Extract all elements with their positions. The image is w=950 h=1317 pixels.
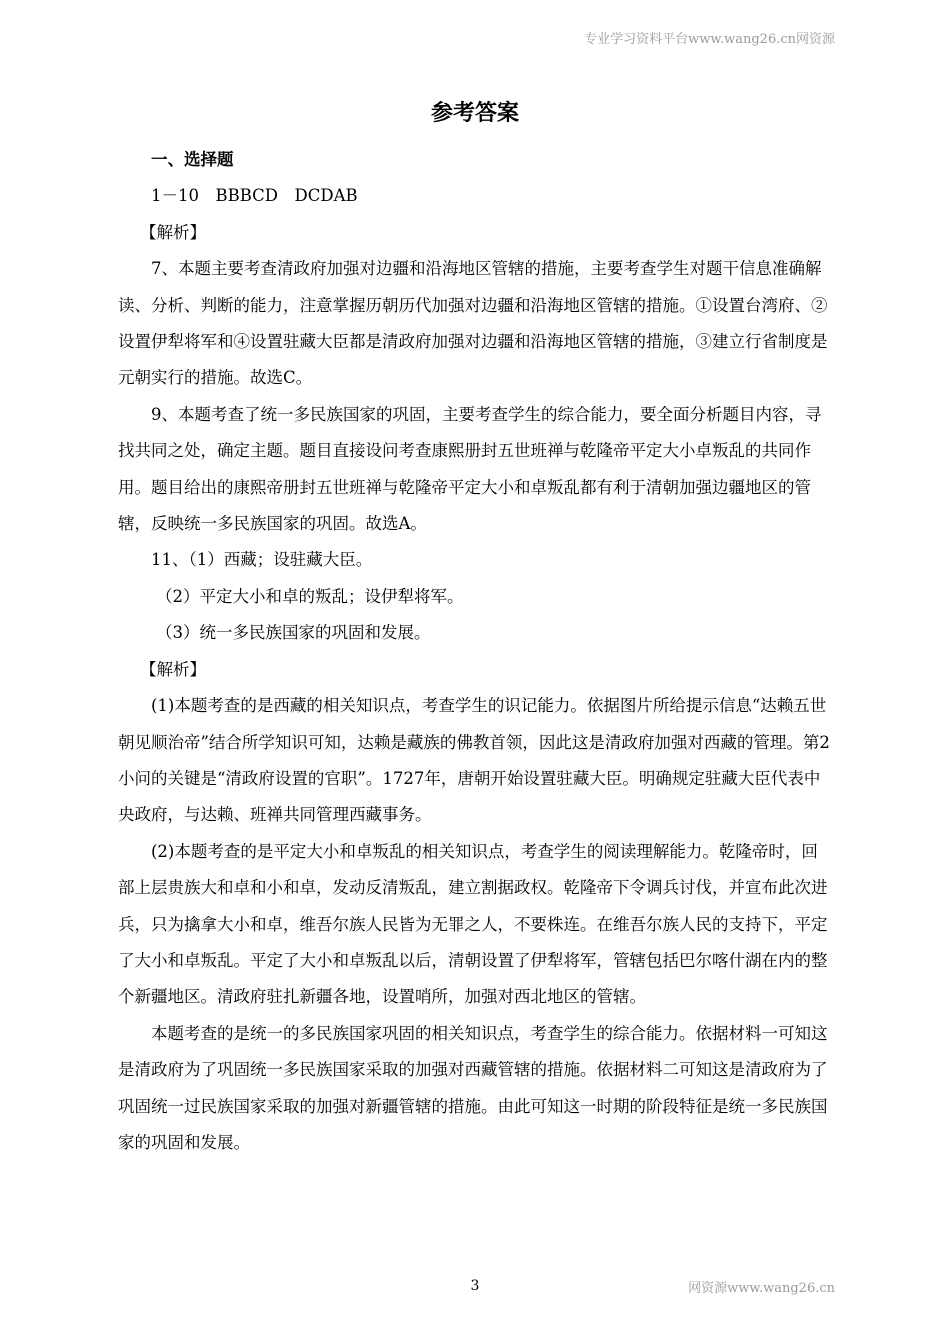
paragraph-q11-1: 11、（1）西藏；设驻藏大臣。 (151, 550, 373, 570)
section-heading: 一、选择题 (151, 150, 234, 169)
paragraph-q11-3: （3）统一多民族国家的巩固和发展。 (156, 623, 431, 643)
page-number: 3 (470, 1278, 480, 1294)
explanation-2: (2)本题考查的是平定大小和卓叛乱的相关知识点，考查学生的阅读理解能力。乾隆帝时，回部上层贵族大和卓和小和卓，发动反清叛乱，建立割据政权。乾隆帝下令调兵讨伐，并宣布此次进兵，只为擒拿大小和卓，维吾尔族人民皆为无罪之人，不要株连。在维吾尔族人民的支持下，平定了大小和卓叛乱。平定了大小和卓叛乱以后，清朝设置了伊犁将军，管辖包括巴尔喀什湖在内的整个新疆地区。清政府驻扎新疆各地，设置哨所，加强对西北地区的管辖。 (118, 841, 828, 1007)
paragraph-q11-2: （2）平定大小和卓的叛乱；设伊犁将军。 (156, 586, 464, 606)
answer-content (118, 142, 834, 1161)
answers-line: 1－10 BBBCD DCDAB (151, 186, 358, 206)
header-source-note: 专业学习资料平台www.wang26.cn网资源 (584, 32, 835, 47)
explanation-3: 本题考查的是统一的多民族国家巩固的相关知识点，考查学生的综合能力。依据材料一可知这是清政府为了巩固统一多民族国家采取的加强对西藏管辖的措施。依据材料二可知这是清政府为了巩固统一过民族国家采取的加强对新疆管辖的措施。由此可知这一时期的阶段特征是统一多民族国家的巩固和发展。 (118, 1023, 828, 1152)
paragraph-q7: 7、本题主要考查清政府加强对边疆和沿海地区管辖的措施，主要考查学生对题干信息准确解读、分析、判断的能力，注意掌握历朝历代加强对边疆和沿海地区管辖的措施。①设置台湾府、②设置伊犁将军和④设置驻藏大臣都是清政府加强对边疆和沿海地区管辖的措施，③建立行省制度是元朝实行的措施。故选C。 (118, 259, 828, 388)
explanation-1: (1)本题考查的是西藏的相关知识点，考查学生的识记能力。依据图片所给提示信息“达赖五世朝见顺治帝”结合所学知识可知，达赖是藏族的佛教首领，因此这是清政府加强对西藏的管理。第2小问的关键是“清政府设置的官职”。1727年，唐朝开始设置驻藏大臣。明确规定驻藏大臣代表中央政府，与达赖、班禅共同管理西藏事务。 (118, 696, 830, 825)
page-title: 参考答案 (430, 100, 519, 126)
analysis-label-2: 【解析】 (140, 659, 206, 679)
analysis-label: 【解析】 (140, 222, 206, 242)
paragraph-q9: 9、本题考查了统一多民族国家的巩固，主要考查学生的综合能力，要全面分析题目内容，寻找共同之处，确定主题。题目直接设问考查康熙册封五世班禅与乾隆帝平定大小卓叛乱的共同作用。题目给出的康熙帝册封五世班禅与乾隆帝平定大小和卓叛乱都有利于清朝加强边疆地区的管辖，反映统一多民族国家的巩固。故选A。 (118, 404, 822, 534)
footer-source-note: 网资源www.wang26.cn (688, 1281, 835, 1296)
